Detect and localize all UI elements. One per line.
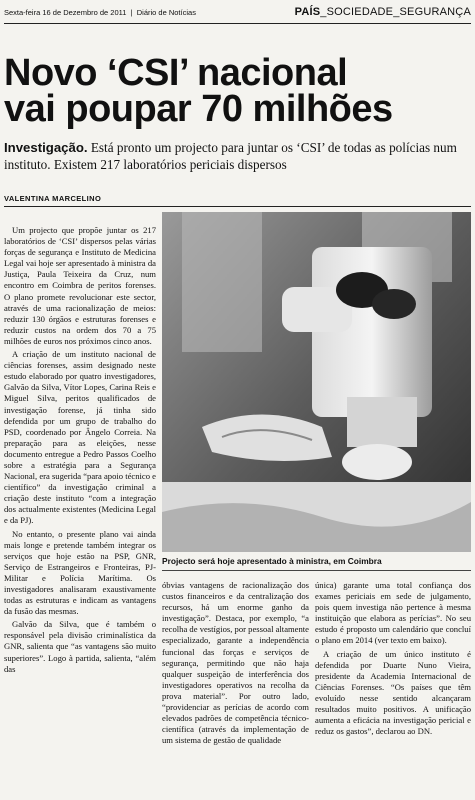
caption-rule	[162, 570, 471, 571]
article-headline	[4, 52, 471, 130]
paragraph: No entanto, o presente plano vai ainda mais longe e pretende também integrar os serviços que hoje estão na PSP, GNR, Serviço de Estrangeiros e Fronteiras, PJ-Militar e Polícia Marítima. Os investigadores analisaram exaustivamente todas as estruturas e indicam as vantagens da fusão das mesmas.	[4, 528, 156, 617]
headline-line-2: vai poupar 70 milhões	[4, 88, 393, 130]
article-lead	[4, 140, 471, 173]
headline-line-1: Novo ‘CSI’ nacional	[4, 52, 348, 94]
paragraph: óbvias vantagens de racionalização dos custos financeiros e da centralização dos recursos, há um enorme ganho da investigação”. Destaca, por exemplo, “a recolha de vestígios, por pessoal altamente especializado, garante a independência funcional das forças e serviços de segurança, permitindo que não haja qualquer suspeição de interferência dos investigadores operativos na recolha da prova material”. Por outro lado, “providenciar as perícias de acordo com elevados padrões de competência técnico-científica (através da implementação de um sistema de gestão de qualidade	[162, 580, 309, 746]
article-photo-microscope	[162, 212, 471, 552]
photo-caption: Projecto será hoje apresentado à ministra, em Coimbra	[162, 556, 382, 566]
article-column-3	[315, 580, 471, 800]
paragraph: A criação de um único instituto é defendida por Duarte Nuno Vieira, presidente da Academia Internacional de Ciências Forenses. “Os países que têm evoluído nesse sentido alcançaram resultados muito positivos. A unificação aumenta a eficácia na investigação pericial e reduz os gastos”, declarou ao DN.	[315, 648, 471, 737]
issue-info: Sexta-feira 16 de Dezembro de 2011 | Diário de Notícias	[4, 8, 196, 17]
article-column-1	[4, 225, 156, 800]
microscope-photo-illustration	[162, 212, 471, 552]
article-column-2	[162, 580, 309, 800]
paragraph: Um projecto que propõe juntar os 217 laboratórios de ‘CSI’ dispersos pelas várias forças de segurança e Instituto de Medicina Legal vai hoje ser apresentado à ministra da Justiça, Paula Teixeira da Cruz, num encontro em Coimbra de peritos forenses. O plano promete revolucionar este sector, através de uma racionalização de meios: reduzir 130 órgãos e estruturas forenses e reduzir custos na ordem dos 70 a 75 milhões de euros nos próximos cinco anos.	[4, 225, 156, 346]
article-byline: VALENTINA MARCELINO	[4, 194, 102, 203]
section-label	[295, 6, 471, 18]
paragraph: única) garante uma total confiança dos exames periciais em sede de julgamento, pois quem investiga não pertence à mesma instituição que elabora as perícias”. No seu estudo é proposto um calendário que concluí o plano em 2014 (ver texto em baixo).	[315, 580, 471, 646]
paragraph: Galvão da Silva, que é também o responsável pela divisão criminalística da GNR, salienta que “as vantagens são muito superiores”. Logo à partida, salienta, “além das	[4, 619, 156, 674]
newspaper-name: Diário de Notícias	[136, 8, 196, 17]
header-rule	[4, 23, 471, 24]
section-primary: PAÍS	[294, 6, 321, 18]
page-header	[4, 2, 471, 24]
paragraph: A criação de um instituto nacional de ciências forenses, assim designado neste estudo elaborado por quatro investigadores, Galvão da Silva, Vítor Lopes, Carina Reis e Miguel Silva, peritos qualificados de investigação forense, já tinha sido defendida por um grupo de trabalho do PSD, coordenado por Ângelo Correia. Na preparação para as eleições, nesse documento entregue a Pedro Passos Coelho sobre a estratégia para a Segurança Nacional, era sugerida “para apoio técnico e científico” da investigação criminal a criação deste instituto “com a integração dos actualmente existentes (Medicina Legal e da PJ).	[4, 349, 156, 526]
issue-date: Sexta-feira 16 de Dezembro de 2011	[4, 8, 127, 17]
section-secondary: _SOCIEDADE_SEGURANÇA	[320, 6, 471, 18]
lead-kicker: Investigação.	[4, 140, 88, 155]
lead-text: Está pronto um projecto para juntar os ‘CSI’ de todas as polícias num instituto. Existem 217 laboratórios periciais dispersos	[4, 140, 457, 172]
byline-rule	[4, 206, 471, 207]
